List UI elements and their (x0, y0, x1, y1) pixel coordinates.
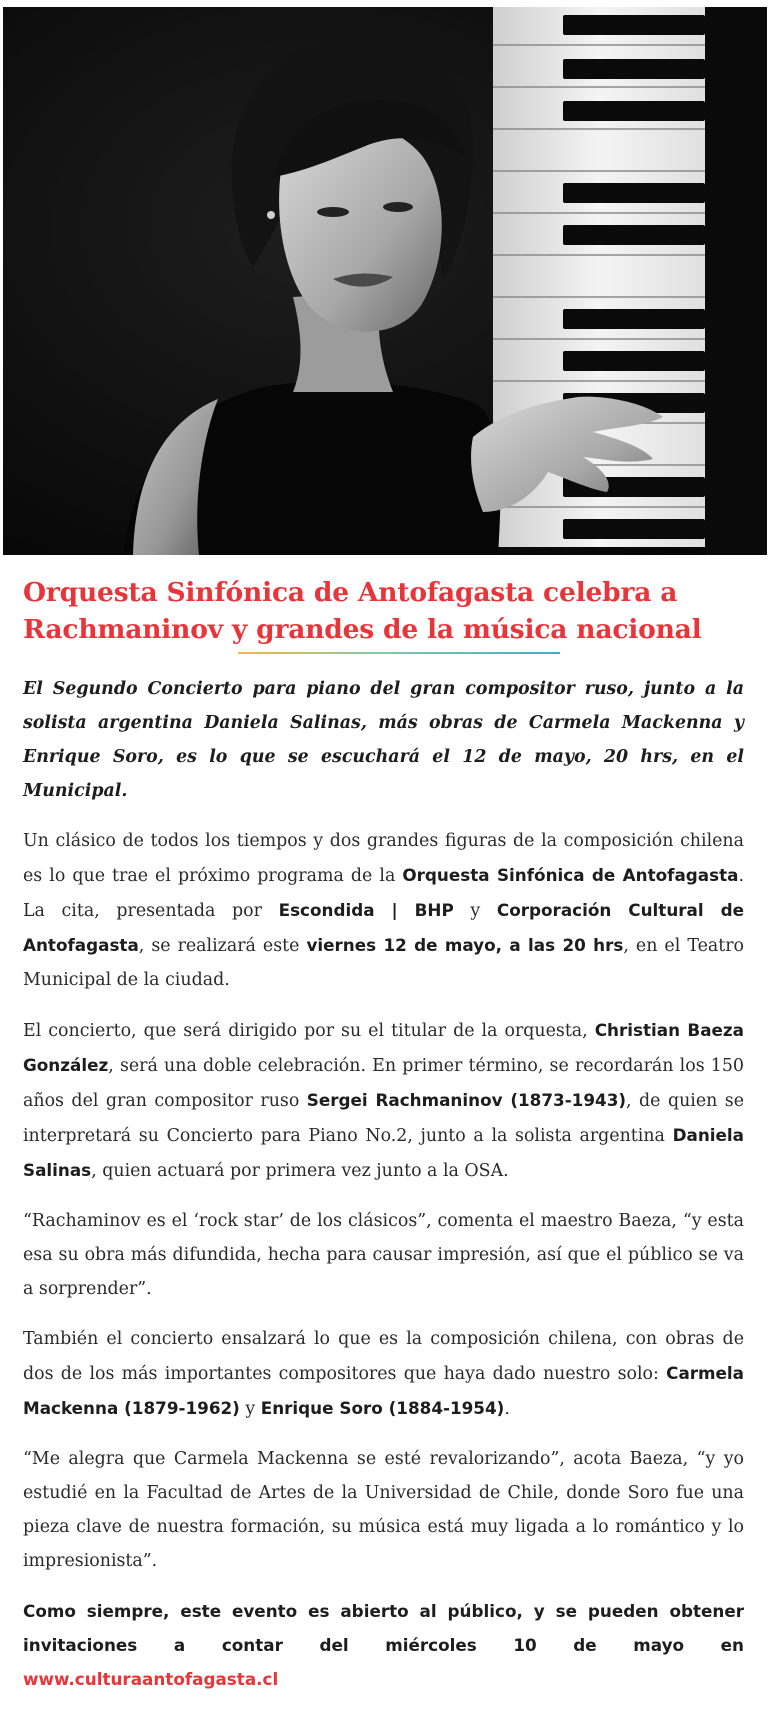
text: y (239, 1399, 261, 1419)
text: , quien actuará por primera vez junto a la OSA. (91, 1161, 509, 1181)
text: Un clásico de todos los tiempos y dos grandes figuras de la composición chilena es lo que trae el próximo programa de la (23, 831, 744, 886)
event-date: viernes 12 de mayo, a las 20 hrs (306, 935, 624, 955)
paragraph-2 (23, 1013, 744, 1188)
corporation-name: Corporación Cultural de Antofagasta (23, 900, 744, 955)
text: , será una doble celebración. En primer término, se recordarán los 150 años del gran compositor ruso (23, 1056, 744, 1111)
composer-soro: Enrique Soro (1884-1954) (260, 1398, 505, 1418)
paragraph-3: “Rachaminov es el ‘rock star’ de los clásicos”, comenta el maestro Baeza, “y esta esa su obra más difundida, hecha para causar impresión, así que el público se va a sorprender”. (23, 1211, 744, 1299)
hero-image (3, 7, 767, 555)
soloist-name: Daniela Salinas (23, 1125, 744, 1180)
title-underline (238, 652, 560, 654)
text: El concierto, que será dirigido por su el titular de la orquesta, (23, 1021, 595, 1041)
composer-mackenna: Carmela Mackenna (1879-1962) (23, 1363, 744, 1418)
pianist-photo-icon (3, 7, 767, 555)
orchestra-name: Orquesta Sinfónica de Antofagasta (402, 865, 739, 885)
text: y (453, 901, 497, 921)
text: Como siempre, este evento es abierto al público, y se pueden obtener invitaciones a contar del miércoles 10 de mayo en (23, 1601, 744, 1655)
article-lead: El Segundo Concierto para piano del gran compositor ruso, junto a la solista argentina Daniela Salinas, más obras de Carmela Mackenna y Enrique Soro, es lo que se escuchará el 12 de mayo, 20 hrs, en el Municipal. (23, 679, 744, 801)
article-title: Orquesta Sinfónica de Antofagasta celebra a Rachmaninov y grandes de la música nacional (23, 577, 702, 645)
article-body (23, 672, 744, 1712)
text: . (504, 1399, 510, 1419)
paragraph-4 (23, 1322, 744, 1426)
composer-name: Sergei Rachmaninov (1873-1943) (306, 1090, 627, 1110)
conductor-name: Christian Baeza González (23, 1020, 744, 1075)
culture-site-link[interactable]: www.culturaantofagasta.cl (23, 1669, 279, 1689)
paragraph-1 (23, 824, 744, 997)
sponsor-name: Escondida | BHP (278, 900, 454, 920)
text: . La cita, presentada por (23, 866, 744, 921)
text: , se realizará este (138, 936, 307, 956)
text: También el concierto ensalzará lo que es la composición chilena, con obras de dos de los más importantes compositores que haya dado nuestro solo: (23, 1329, 744, 1384)
paragraph-5: “Me alegra que Carmela Mackenna se esté revalorizando”, acota Baeza, “y yo estudié en la Facultad de Artes de la Universidad de Chile, donde Soro fue una pieza clave de nuestra formación, su música está muy ligada a lo romántico y lo impresionista”. (23, 1449, 744, 1571)
paragraph-6 (23, 1594, 744, 1696)
text: , de quien se interpretará su Concierto para Piano No.2, junto a la solista argentina (23, 1091, 745, 1146)
text: , en el Teatro Municipal de la ciudad. (23, 936, 744, 990)
